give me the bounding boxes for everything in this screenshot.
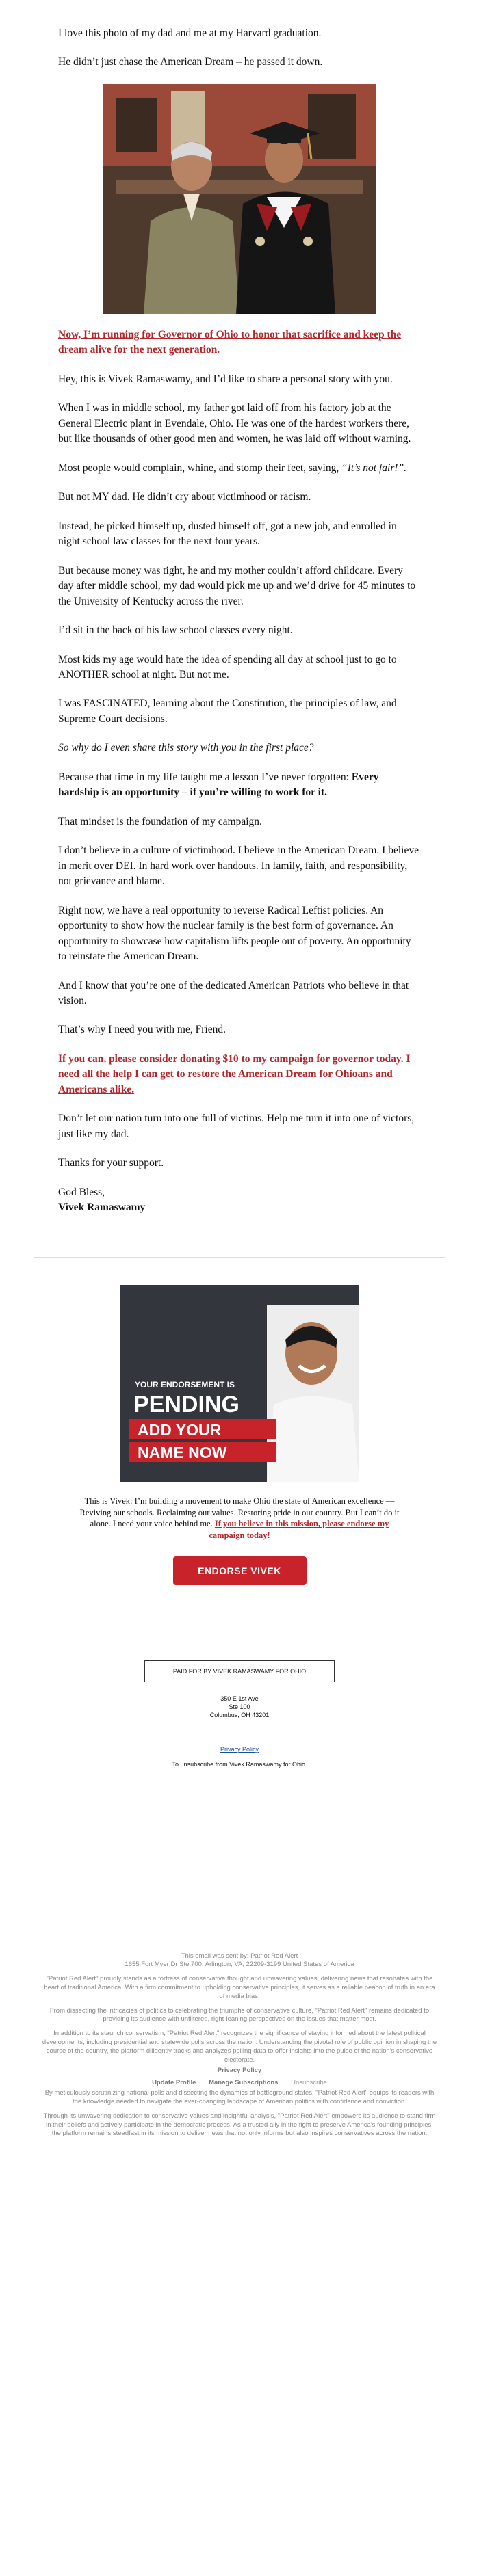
address-line: Ste 100 [229, 1703, 250, 1711]
promo-body: This is Vivek: I’m building a movement to make Ohio the state of American excellence — Reviving our schools. Reclaiming our values. Restoring pride in our country. But I can’t do it alone. I need your voice behind me. [79, 1496, 400, 1529]
unsubscribe-link[interactable]: Unsubscribe [291, 2079, 327, 2087]
unsubscribe-line[interactable]: To unsubscribe from Vivek Ramaswamy for Ohio. [172, 1760, 307, 1768]
sign-off: God Bless, [58, 1186, 105, 1198]
paragraph: And I know that you’re one of the dedicated American Patriots who believe in that vision. [58, 979, 409, 1007]
paragraph: When I was in middle school, my father got laid off from his factory job at the General Electric plant in Evendale, Ohio. He was one of the hardest workers there, but like thousands of other good men and women, he was laid off without warning. [58, 402, 411, 445]
paragraph: But because money was tight, he and my mother couldn’t afford childcare. Every day after middle school, my dad would pick me up and we’d drive for 45 minutes to the University of Kentucky across the river. [58, 564, 416, 607]
banner-line-1: YOUR ENDORSEMENT IS [135, 1379, 235, 1390]
intro-line: I love this photo of my dad and me at my Harvard graduation. [58, 27, 322, 39]
banner-line-4: NAME NOW [138, 1443, 227, 1461]
paragraph: Thanks for your support. [58, 1157, 164, 1169]
update-profile-link[interactable]: Update Profile [152, 2079, 196, 2087]
footer-privacy-link[interactable]: Privacy Policy [217, 2066, 262, 2074]
paragraph: Hey, this is Vivek Ramaswamy, and I’d like to share a personal story with you. [58, 373, 393, 385]
endorsement-banner[interactable] [120, 1285, 359, 1482]
paragraph: Most kids my age would hate the idea of spending all day at school just to go to ANOTHER school at night. But not me. [58, 653, 397, 680]
address-line: 350 E 1st Ave [220, 1695, 259, 1703]
paragraph [58, 461, 421, 476]
manage-subscriptions-link[interactable]: Manage Subscriptions [209, 2079, 279, 2087]
divider [34, 1257, 445, 1258]
paragraph: I don’t believe in a culture of victimhood. I believe in the American Dream. I believe in merit over DEI. In hard work over handouts. In family, faith, and responsibility, not grievance and blame. [58, 845, 419, 888]
italic-text: So why do I even share this story with you in the first place? [58, 742, 314, 754]
paragraph: I was FASCINATED, learning about the Constitution, the principles of law, and Supreme Court decisions. [58, 698, 397, 725]
footer-paragraph: From dissecting the intricacies of politics to celebrating the triumphs of conservative culture, "Patriot Red Alert" remains dedicated to providing its audience with unfiltered, right-leaning perspectives on the issues that matter most. [49, 2006, 430, 2023]
letter-body [58, 0, 421, 1216]
paragraph: That mindset is the foundation of my campaign. [58, 815, 262, 827]
address-line: Columbus, OH 43201 [209, 1712, 270, 1719]
intro-line: He didn’t just chase the American Dream – he passed it down. [58, 56, 323, 68]
paragraph-text: Because that time in my life taught me a lesson I’ve never forgotten: [58, 771, 349, 783]
bold-text: Every hardship is an opportunity – if you’re willing to work for it. [58, 771, 379, 799]
donate-link-governor[interactable]: Now, I’m running for Governor of Ohio to honor that sacrifice and keep the dream alive for the next generation. [58, 328, 402, 356]
footer-paragraph: "Patriot Red Alert" proudly stands as a fortress of conservative thought and unwavering values, delivering news that resonates with the heart of traditional America. With a firm commitment to upholding conservative principles, it serves as a reliable beacon of truth in an era of media bias. [44, 1975, 435, 2000]
paragraph: Right now, we have a real opportunity to reverse Radical Leftist policies. An opportunity to show how the nuclear family is the best form of governance. An opportunity to showcase how capitalism lifts people out of poverty. An opportunity to reinstate the American Dream. [58, 904, 411, 963]
paragraph: Instead, he picked himself up, dusted himself off, got a new job, and enrolled in night school law classes for the next four years. [58, 520, 397, 548]
signature: Vivek Ramaswamy [58, 1201, 146, 1214]
publisher-address: 1655 Fort Myer Dr Ste 700, Arlington, VA, 22209-3199 United States of America [125, 1961, 354, 1969]
paragraph: But not MY dad. He didn’t cry about victimhood or racism. [58, 491, 311, 503]
paragraph: That’s why I need you with me, Friend. [58, 1024, 226, 1036]
paid-for-box: PAID FOR BY VIVEK RAMASWAMY FOR OHIO [144, 1660, 335, 1682]
quote-text: “It’s not fair!”. [341, 462, 407, 474]
graduation-photo [103, 84, 376, 314]
paragraph-text: Most people would complain, whine, and stomp their feet, saying, [58, 462, 339, 474]
banner-line-3: ADD YOUR [138, 1420, 222, 1439]
donate-link-10[interactable]: If you can, please consider donating $10 to my campaign for governor today. I need all the help I can get to restore the American Dream for Ohioans and Americans alike. [58, 1052, 411, 1096]
paragraph: Don’t let our nation turn into one full of victims. Help me turn it into one of victors, just like my dad. [58, 1113, 415, 1140]
privacy-policy-link[interactable]: Privacy Policy [220, 1745, 259, 1753]
footer-paragraph: By meticulously scrutinizing national polls and dissecting the dynamics of battleground states, "Patriot Red Alert" equips its readers with the knowledge needed to navigate the ever-changing landscape of American politics with confidence and conviction. [44, 2089, 435, 2106]
publisher-footer [41, 1952, 438, 2139]
promo-text [79, 1496, 400, 1542]
endorse-vivek-button[interactable]: ENDORSE VIVEK [173, 1556, 307, 1585]
mailing-address [0, 1695, 479, 1719]
footer-paragraph: In addition to its staunch conservatism, "Patriot Red Alert" recognizes the significance of staying informed about the latest political developments, including presidential and statewide polls across the nation. Understanding the pivotal role of public opinion in shaping the course of the country, the platform diligently tracks and analyzes polling data to offer insights into the pulse of the nation's conservative electorate. [42, 2030, 437, 2064]
paragraph-italic [58, 741, 421, 756]
sent-by: This email was sent by: Patriot Red Alert [181, 1952, 298, 1960]
footer-paragraph: Through its unwavering dedication to conservative values and insightful analysis, "Patriot Red Alert" empowers its audience to stand firm in their beliefs and actively participate in the democratic process. As a trusted ally in the fight to preserve America's founding principles, the platform remains steadfast in its mission to deliver news that not only informs but also inspires conservatives across the nation. [43, 2112, 436, 2138]
banner-line-2: PENDING [133, 1391, 240, 1418]
paragraph: I’d sit in the back of his law school classes every night. [58, 624, 293, 637]
endorse-link[interactable]: If you believe in this mission, please endorse my campaign today! [209, 1519, 389, 1541]
paragraph [58, 770, 421, 801]
